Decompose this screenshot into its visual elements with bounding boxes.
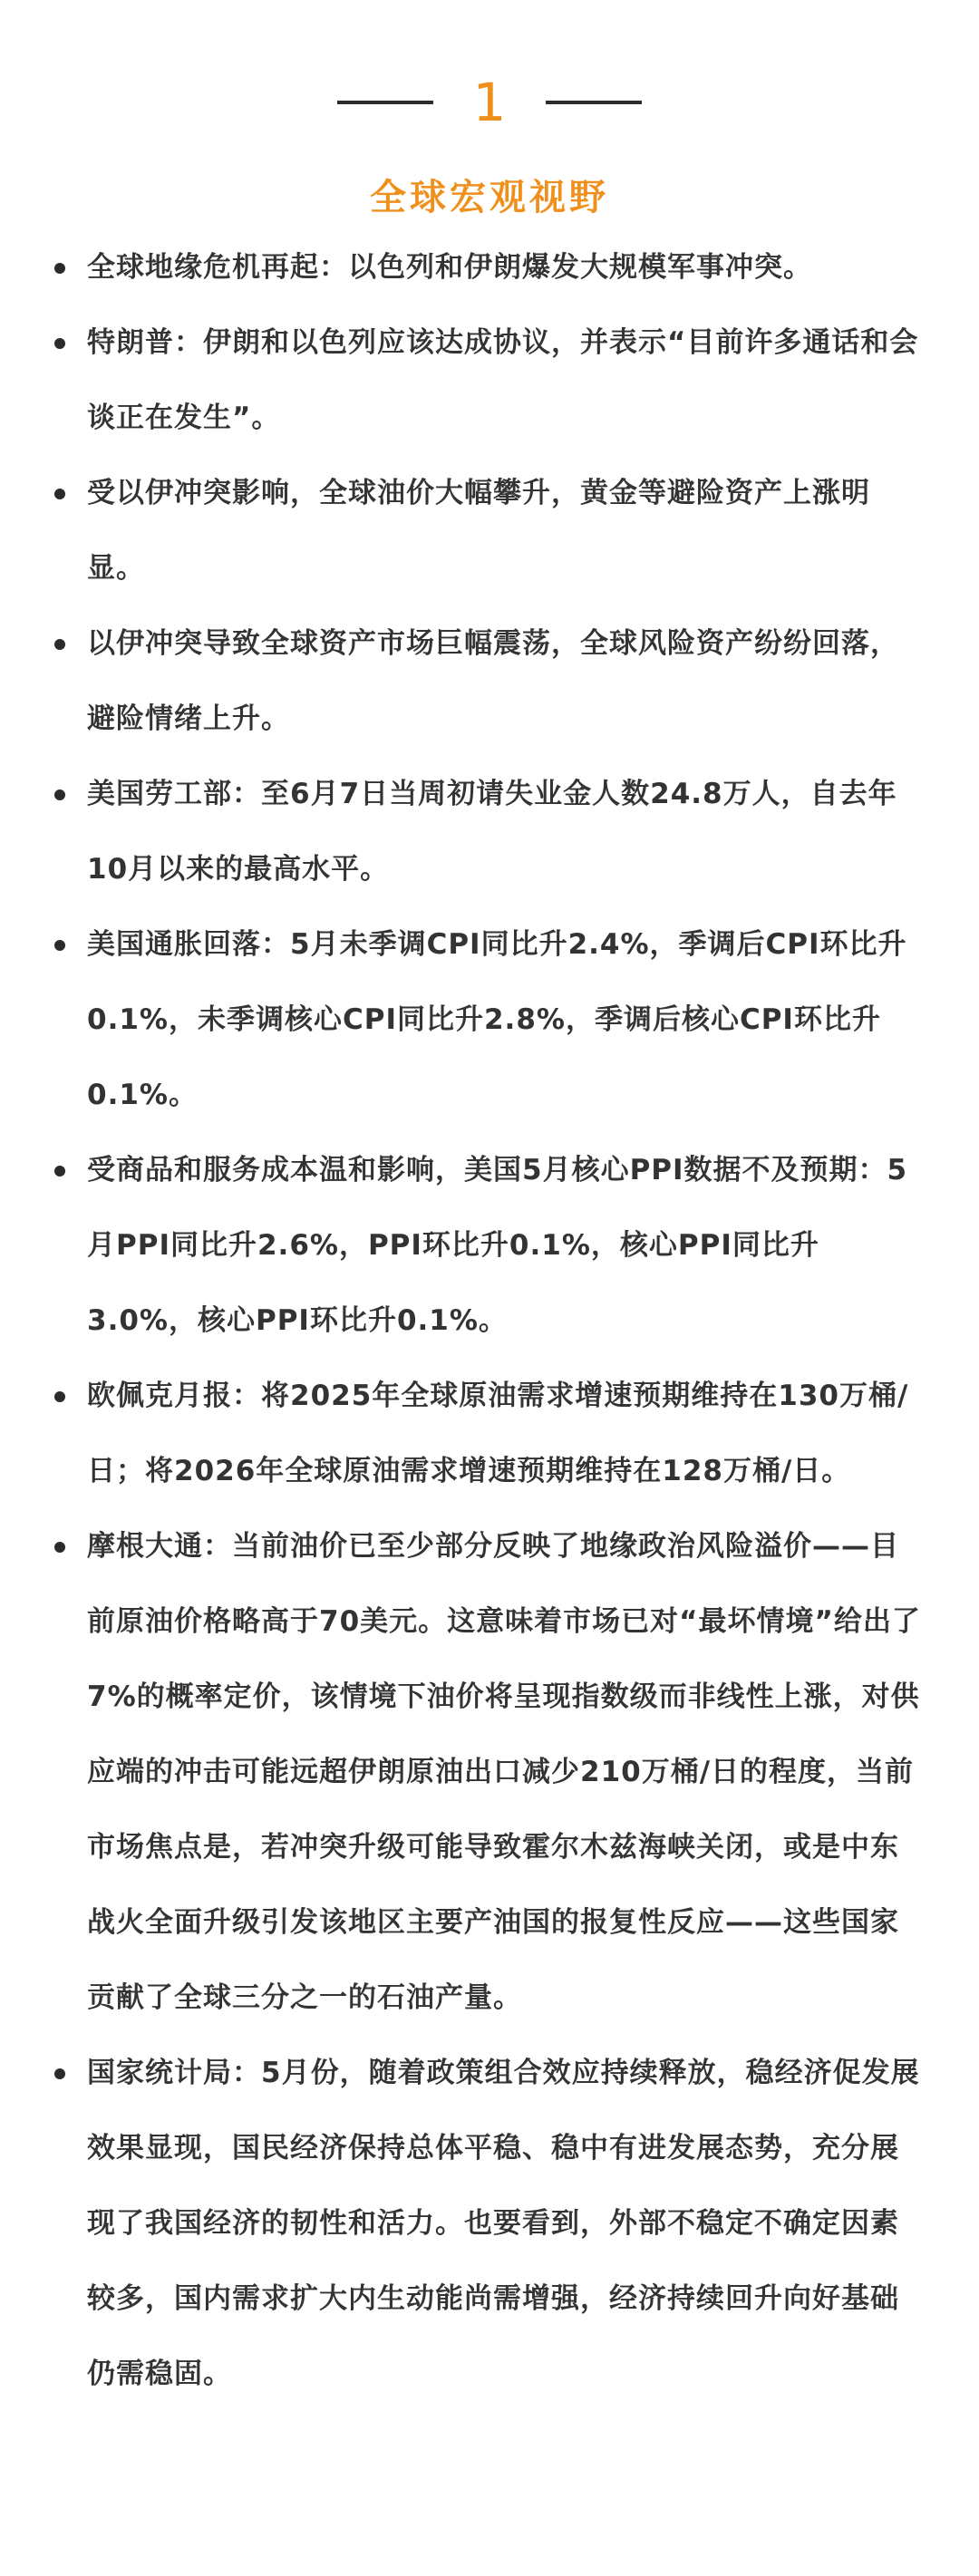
news-item: 全球地缘危机再起：以色列和伊朗爆发大规模军事冲突。 — [51, 230, 926, 305]
left-divider-line — [337, 101, 433, 104]
news-item: 欧佩克月报：将2025年全球原油需求增速预期维持在130万桶/日；将2026年全球原油需求增速预期维持在128万桶/日。 — [51, 1359, 926, 1509]
section-title: 全球宏观视野 — [370, 177, 609, 218]
right-divider-line — [546, 101, 642, 104]
news-bullet-list — [0, 230, 979, 2412]
news-item: 特朗普：伊朗和以色列应该达成协议，并表示“目前许多通话和会谈正在发生”。 — [51, 305, 926, 456]
news-item: 以伊冲突导致全球资产市场巨幅震荡，全球风险资产纷纷回落，避险情绪上升。 — [51, 606, 926, 757]
news-item: 受以伊冲突影响，全球油价大幅攀升，黄金等避险资产上涨明显。 — [51, 456, 926, 606]
news-item: 受商品和服务成本温和影响，美国5月核心PPI数据不及预期：5月PPI同比升2.6%，PPI环比升0.1%，核心PPI同比升3.0%，核心PPI环比升0.1%。 — [51, 1133, 926, 1359]
news-item: 美国劳工部：至6月7日当周初请失业金人数24.8万人，自去年10月以来的最高水平。 — [51, 757, 926, 907]
section-header — [0, 0, 979, 134]
news-item: 摩根大通：当前油价已至少部分反映了地缘政治风险溢价——目前原油价格略高于70美元。这意味着市场已对“最坏情境”给出了7%的概率定价，该情境下油价将呈现指数级而非线性上涨，对供应端的冲击可能远超伊朗原油出口减少210万桶/日的程度，当前市场焦点是，若冲突升级可能导致霍尔木兹海峡关闭，或是中东战火全面升级引发该地区主要产油国的报复性反应——这些国家贡献了全球三分之一的石油产量。 — [51, 1509, 926, 2036]
news-item: 美国通胀回落：5月未季调CPI同比升2.4%，季调后CPI环比升0.1%，未季调核心CPI同比升2.8%，季调后核心CPI环比升0.1%。 — [51, 907, 926, 1133]
news-item: 国家统计局：5月份，随着政策组合效应持续释放，稳经济促发展效果显现，国民经济保持总体平稳、稳中有进发展态势，充分展现了我国经济的韧性和活力。也要看到，外部不稳定不确定因素较多，国内需求扩大内生动能尚需增强，经济持续回升向好基础仍需稳固。 — [51, 2036, 926, 2412]
section-number: 1 — [472, 72, 507, 133]
